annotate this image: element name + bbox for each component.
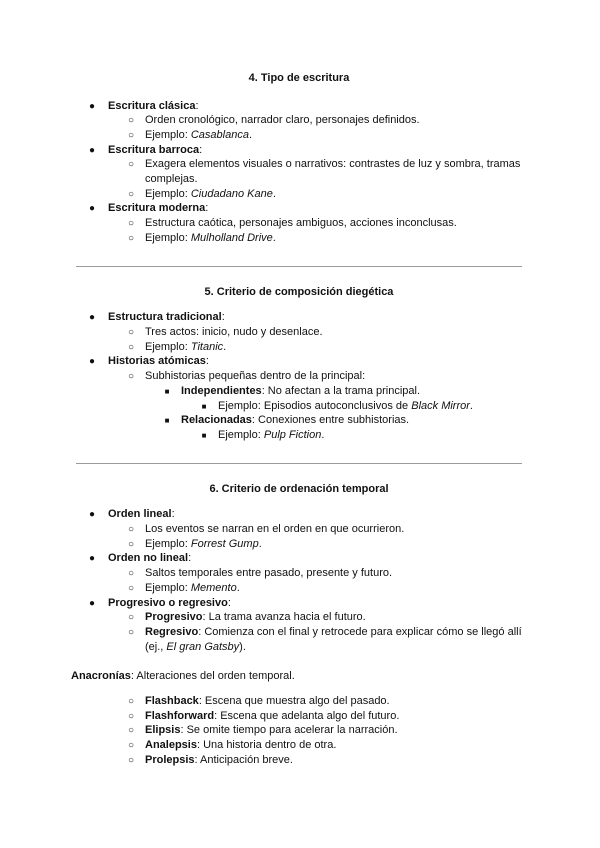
film-title: El gran Gatsby bbox=[166, 641, 240, 653]
bullet-disc: ● bbox=[88, 553, 96, 564]
bullet-circle: ○ bbox=[127, 725, 135, 736]
sub-item-prefix: Ejemplo: bbox=[145, 188, 191, 200]
bullet-disc: ● bbox=[88, 203, 96, 214]
anacronia-def: : Escena que muestra algo del pasado. bbox=[198, 695, 390, 707]
sub-item-prefix: Ejemplo: bbox=[145, 538, 191, 550]
sub-item bbox=[145, 625, 522, 640]
level3-bold: Independientes bbox=[181, 385, 262, 397]
section-6-title: 6. Criterio de ordenación temporal bbox=[209, 483, 389, 495]
anacronia-item bbox=[145, 694, 390, 709]
sub-item: Saltos temporales entre pasado, presente y futuro. bbox=[145, 567, 393, 579]
bullet-circle: ○ bbox=[127, 568, 135, 579]
film-title: Ciudadano Kane bbox=[190, 188, 273, 200]
level4-item bbox=[218, 399, 473, 414]
bullet-disc: ● bbox=[88, 101, 96, 112]
item-label-bold: Orden lineal bbox=[108, 508, 172, 520]
sub-item-prefix: Ejemplo: bbox=[145, 129, 191, 141]
anacronia-term: Flashforward bbox=[145, 710, 215, 722]
sub-item-prefix: Ejemplo: bbox=[145, 232, 191, 244]
divider bbox=[76, 463, 522, 464]
item-label: Escritura barroca: bbox=[108, 144, 203, 156]
sub-item-continued bbox=[145, 640, 246, 655]
bullet-circle: ○ bbox=[127, 159, 135, 170]
sub-item-prefix: (ej., bbox=[145, 641, 167, 653]
item-label-bold: Escritura clásica bbox=[108, 100, 196, 112]
level4-item bbox=[218, 428, 324, 443]
anacronia-item bbox=[145, 738, 336, 753]
anacronia-def: : Una historia dentro de otra. bbox=[196, 739, 337, 751]
bullet-circle: ○ bbox=[127, 696, 135, 707]
sub-item-suffix: . bbox=[223, 341, 227, 353]
bullet-circle: ○ bbox=[127, 740, 135, 751]
bullet-disc: ● bbox=[88, 509, 96, 520]
section-4-title: 4. Tipo de escritura bbox=[248, 72, 350, 84]
sub-item bbox=[145, 610, 366, 625]
sub-item bbox=[145, 581, 240, 596]
bullet-square: ■ bbox=[201, 431, 207, 440]
film-title: Casablanca bbox=[190, 129, 249, 141]
item-label-bold: Historias atómicas bbox=[108, 355, 206, 367]
item-label: Orden no lineal: bbox=[108, 552, 192, 564]
anacronia-item bbox=[145, 709, 399, 724]
bullet-circle: ○ bbox=[127, 327, 135, 338]
bullet-circle: ○ bbox=[127, 371, 135, 382]
film-title: Mulholland Drive bbox=[190, 232, 273, 244]
anacronias-label: Anacronías bbox=[71, 670, 131, 682]
sub-item-text: : La trama avanza hacia el futuro. bbox=[202, 611, 366, 623]
level3-text: : No afectan a la trama principal. bbox=[261, 385, 421, 397]
item-label-bold: Escritura barroca bbox=[108, 144, 200, 156]
sub-item: Exagera elementos visuales o narrativos: contrastes de luz y sombra, tramas bbox=[145, 158, 521, 170]
level4-suffix: . bbox=[469, 400, 473, 412]
sub-item-prefix: Ejemplo: bbox=[145, 341, 191, 353]
bullet-square: ■ bbox=[201, 402, 207, 411]
bullet-circle: ○ bbox=[127, 539, 135, 550]
section-5-title: 5. Criterio de composición diegética bbox=[204, 286, 394, 298]
series-title: Black Mirror bbox=[411, 400, 470, 412]
sub-item: Subhistorias pequeñas dentro de la principal: bbox=[145, 370, 366, 382]
bullet-circle: ○ bbox=[127, 130, 135, 141]
bullet-circle: ○ bbox=[127, 583, 135, 594]
bullet-disc: ● bbox=[88, 145, 96, 156]
sub-item: Estructura caótica, personajes ambiguos, acciones inconclusas. bbox=[145, 217, 457, 229]
sub-item-bold: Progresivo bbox=[145, 611, 203, 623]
bullet-circle: ○ bbox=[127, 115, 135, 126]
sub-item-continued: complejas. bbox=[145, 173, 198, 185]
anacronia-def: : Anticipación breve. bbox=[194, 754, 293, 766]
anacronia-item bbox=[145, 723, 398, 738]
bullet-circle: ○ bbox=[127, 342, 135, 353]
film-title: Forrest Gump bbox=[190, 538, 259, 550]
film-title: Memento bbox=[190, 582, 237, 594]
bullet-disc: ● bbox=[88, 312, 96, 323]
level3-bold: Relacionadas bbox=[181, 414, 252, 426]
sub-item bbox=[145, 340, 226, 355]
bullet-circle: ○ bbox=[127, 711, 135, 722]
anacronia-def: : Se omite tiempo para acelerar la narración. bbox=[180, 724, 398, 736]
item-label: Escritura clásica: bbox=[108, 100, 199, 112]
item-label-bold: Escritura moderna bbox=[108, 202, 206, 214]
item-label-bold: Estructura tradicional bbox=[108, 311, 222, 323]
sub-item-bold: Regresivo bbox=[145, 626, 199, 638]
sub-item-suffix: . bbox=[272, 232, 276, 244]
film-title: Pulp Fiction bbox=[263, 429, 322, 441]
level4-suffix: . bbox=[321, 429, 325, 441]
bullet-circle: ○ bbox=[127, 755, 135, 766]
divider bbox=[76, 266, 522, 267]
anacronia-item bbox=[145, 753, 293, 768]
item-label: Estructura tradicional: bbox=[108, 311, 225, 323]
sub-item-prefix: Ejemplo: bbox=[145, 582, 191, 594]
anacronia-term: Prolepsis bbox=[145, 754, 195, 766]
sub-item-suffix: . bbox=[258, 538, 262, 550]
anacronia-def: : Escena que adelanta algo del futuro. bbox=[214, 710, 400, 722]
sub-item bbox=[145, 187, 276, 202]
film-title: Titanic bbox=[190, 341, 224, 353]
anacronia-term: Flashback bbox=[145, 695, 199, 707]
item-label: Orden lineal: bbox=[108, 508, 175, 520]
sub-item: Orden cronológico, narrador claro, personajes definidos. bbox=[145, 114, 420, 126]
bullet-circle: ○ bbox=[127, 218, 135, 229]
sub-item: Tres actos: inicio, nudo y desenlace. bbox=[145, 326, 323, 338]
sub-item bbox=[145, 537, 262, 552]
bullet-circle: ○ bbox=[127, 627, 135, 638]
sub-item-suffix: . bbox=[272, 188, 276, 200]
level4-prefix: Ejemplo: Episodios autoconclusivos de bbox=[218, 400, 412, 412]
sub-item bbox=[145, 231, 276, 246]
anacronia-term: Elipsis bbox=[145, 724, 181, 736]
anacronia-term: Analepsis bbox=[145, 739, 197, 751]
item-label: Progresivo o regresivo: bbox=[108, 597, 231, 609]
sub-item: Los eventos se narran en el orden en que ocurrieron. bbox=[145, 523, 405, 535]
sub-item-text: : Comienza con el final y retrocede para explicar cómo se llegó allí bbox=[198, 626, 522, 638]
sub-item-suffix: . bbox=[236, 582, 240, 594]
level3-item bbox=[181, 413, 409, 428]
bullet-circle: ○ bbox=[127, 189, 135, 200]
level3-item bbox=[181, 384, 420, 399]
item-label-bold: Orden no lineal bbox=[108, 552, 189, 564]
bullet-square: ■ bbox=[164, 387, 170, 396]
level4-prefix: Ejemplo: bbox=[218, 429, 264, 441]
sub-item-suffix: ). bbox=[239, 641, 246, 653]
bullet-disc: ● bbox=[88, 356, 96, 367]
anacronias-text: : Alteraciones del orden temporal. bbox=[130, 670, 295, 682]
level3-text: : Conexiones entre subhistorias. bbox=[251, 414, 410, 426]
sub-item-suffix: . bbox=[248, 129, 253, 141]
item-label: Historias atómicas: bbox=[108, 355, 209, 367]
bullet-circle: ○ bbox=[127, 612, 135, 623]
sub-item bbox=[145, 128, 252, 143]
bullet-disc: ● bbox=[88, 598, 96, 609]
item-label: Escritura moderna: bbox=[108, 202, 209, 214]
bullet-circle: ○ bbox=[127, 524, 135, 535]
anacronias-heading bbox=[71, 669, 295, 684]
item-label-bold: Progresivo o regresivo bbox=[108, 597, 228, 609]
bullet-circle: ○ bbox=[127, 233, 135, 244]
bullet-square: ■ bbox=[164, 416, 170, 425]
